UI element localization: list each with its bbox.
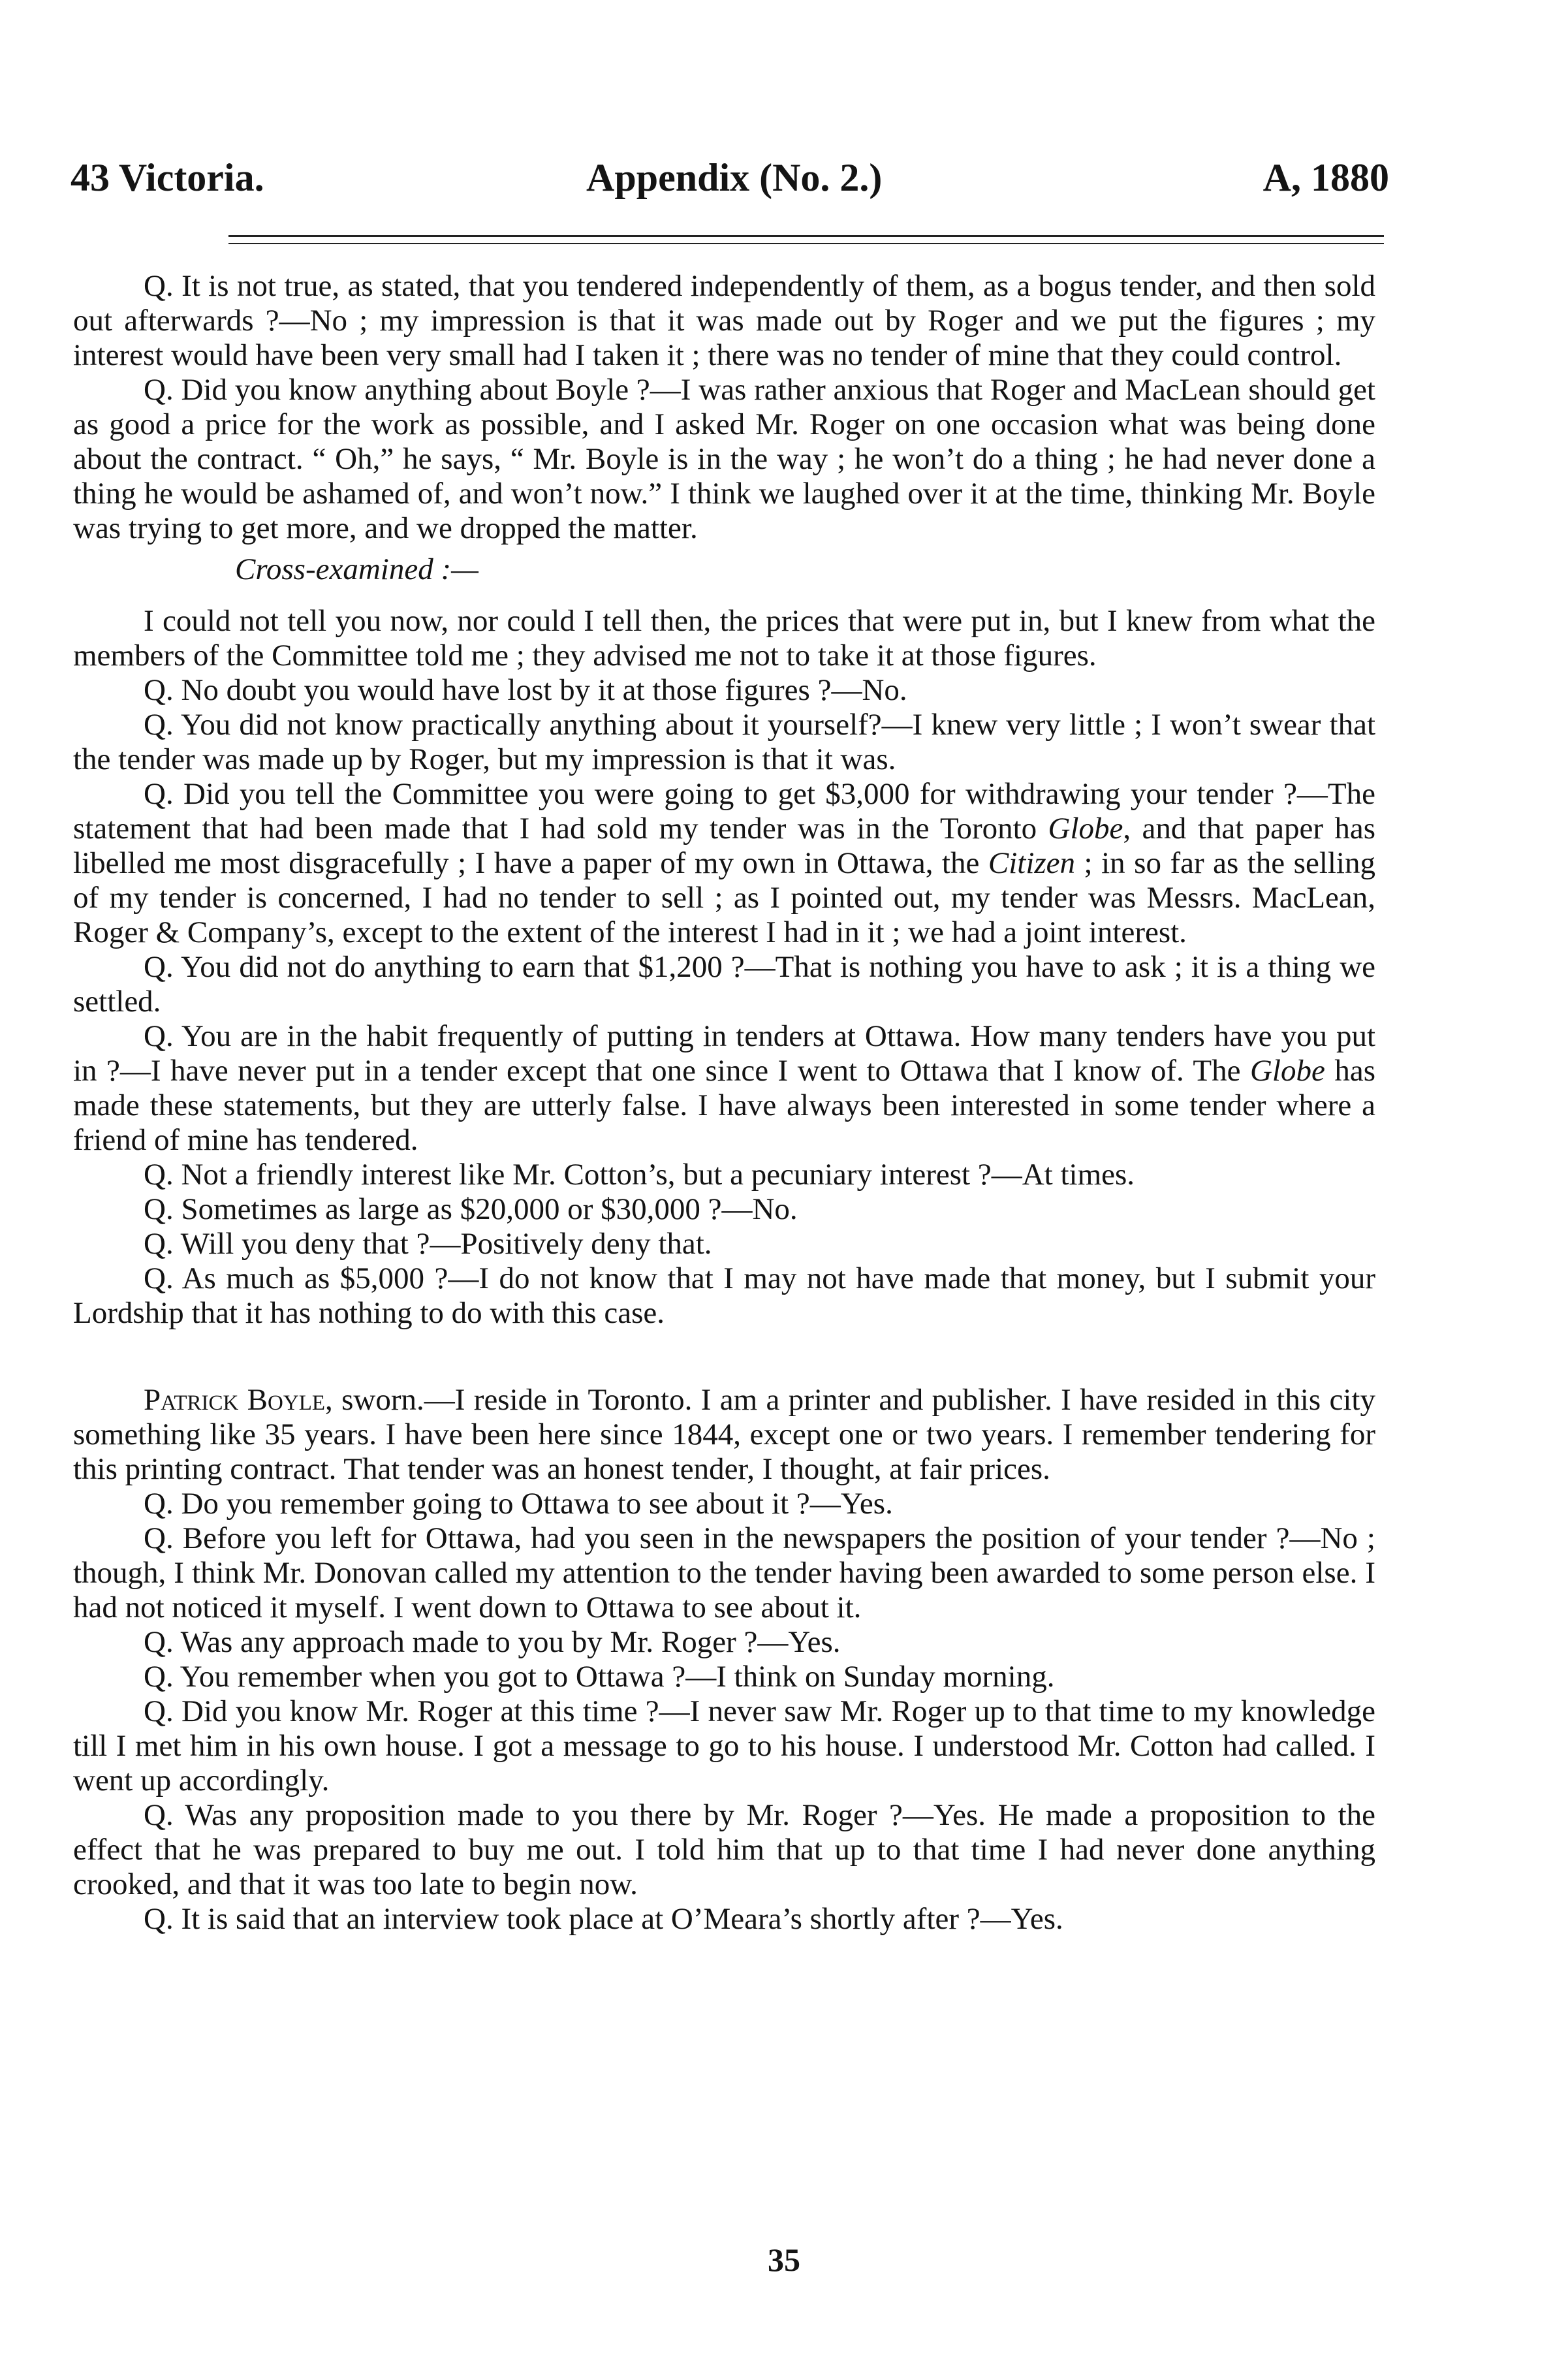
paragraph-1: Q. It is not true, as stated, that you tendered independently of them, as a bogus tender, and then sold out afterwards ?—No ; my impression is that it was made out by Roger and we put the figures ; my interest would have been very small had I taken it ; there was no tender of mine that they could control. [73,269,1375,372]
paragraph-18: Q. Did you know Mr. Roger at this time ?—I never saw Mr. Roger up to that time to my knowledge till I met him in his own house. I got a message to go to his house. I understood Mr. Cotton had called. I went up accordingly. [73,1694,1375,1797]
paragraph-2: Q. Did you know anything about Boyle ?—I was rather anxious that Roger and MacLean should get as good a price for the work as possible, and I asked Mr. Roger on one occasion what was being done about the contract. “ Oh,” he says, “ Mr. Boyle is in the way ; he won’t do a thing ; he had never done a thing he would be ashamed of, and won’t now.” I think we laughed over it at the time, thinking Mr. Boyle was trying to get more, and we dropped the matter. [73,373,1375,545]
witness-name: Patrick Boyle [144,1383,326,1417]
paragraph-11: Q. Will you deny that ?—Positively deny that. [144,1227,712,1261]
p8-globe: Globe [1249,1054,1325,1088]
p8-text-c: has made these statements, but they are utterly false. I have always been interested in some tender where a friend of mine has tendered. [73,1054,1376,1157]
paragraph-3: I could not tell you now, nor could I tell then, the prices that were put in, but I knew from what the members of the Committee told me ; they advised me not to take it at those figures. [73,604,1375,673]
paragraph-20: Q. It is said that an interview took place at O’Meara’s shortly after ?—Yes. [144,1902,1063,1936]
header-appendix: Appendix (No. 2.) [586,156,883,199]
paragraph-17: Q. You remember when you got to Ottawa ?—I think on Sunday morning. [144,1660,1055,1694]
header-rule-top [228,235,1384,237]
paragraph-6 [73,777,1375,950]
cross-examined-heading: Cross-examined :— [235,552,478,586]
header-rule-bottom [228,243,1384,244]
paragraph-10: Q. Sometimes as large as $20,000 or $30,000 ?—No. [144,1192,798,1226]
paragraph-8 [73,1019,1375,1158]
paragraph-9: Q. Not a friendly interest like Mr. Cotton’s, but a pecuniary interest ?—At times. [144,1158,1135,1192]
testimony-text [73,269,1375,1937]
paragraph-15: Q. Before you left for Ottawa, had you seen in the newspapers the position of your tender ?—No ; though, I think Mr. Donovan called my attention to the tender having been awarded to some person else. I had not noticed it myself. I went down to Ottawa to see about it. [73,1521,1375,1624]
running-header [71,151,1389,204]
paragraph-13 [73,1383,1375,1487]
paragraph-16: Q. Was any approach made to you by Mr. Roger ?—Yes. [144,1625,841,1659]
p13-text: , sworn.—I reside in Toronto. I am a printer and publisher. I have resided in this city something like 35 years. I have been here since 1844, except one or two years. I remember tendering for this printing contract. That tender was an honest tender, I thought, at fair prices. [73,1383,1375,1486]
paragraph-19: Q. Was any proposition made to you there by Mr. Roger ?—Yes. He made a proposition to the effect that he was prepared to buy me out. I told him that up to that time I had never done anything crooked, and that it was too late to begin now. [73,1798,1375,1901]
paragraph-14: Q. Do you remember going to Ottawa to see about it ?—Yes. [144,1487,893,1521]
p6-citizen: Citizen [988,846,1076,880]
p6-globe: Globe [1048,812,1123,846]
paragraph-12: Q. As much as $5,000 ?—I do not know that I may not have made that money, but I submit your Lordship that it has nothing to do with this case. [73,1261,1375,1330]
paragraph-5: Q. You did not know practically anything about it yourself?—I knew very little ; I won’t swear that the tender was made up by Roger, but my impression is that it was. [73,708,1375,776]
p8-text-a: Q. You are in the habit frequently of putting in tenders at Ottawa. How many tenders have you put in ?—I have never put in a tender except that one since I went to Ottawa that I know of. The [73,1019,1375,1088]
p6-text-a: Q. Did you tell the Committee you were going to get $3,000 for withdrawing your tender ?—The statement that had been made that I had sold my tender was in the Toronto [73,777,1375,846]
header-year: A, 1880 [1262,156,1389,199]
header-session: 43 Victoria. [71,156,264,199]
p6-text-c: , and that paper has libelled me most disgracefully ; I have a paper of my own in Ottawa, the [73,812,1375,880]
paragraph-4: Q. No doubt you would have lost by it at those figures ?—No. [144,673,907,707]
p6-text-e: ; in so far as the selling of my tender is concerned, I had no tender to sell ; as I pointed out, my tender was Messrs. MacLean, Roger & Company’s, except to the extent of the interest I had in it ; we had a joint interest. [73,846,1375,949]
page-number: 35 [768,2241,800,2278]
paragraph-7: Q. You did not do anything to earn that $1,200 ?—That is nothing you have to ask ; it is a thing we settled. [73,950,1375,1019]
